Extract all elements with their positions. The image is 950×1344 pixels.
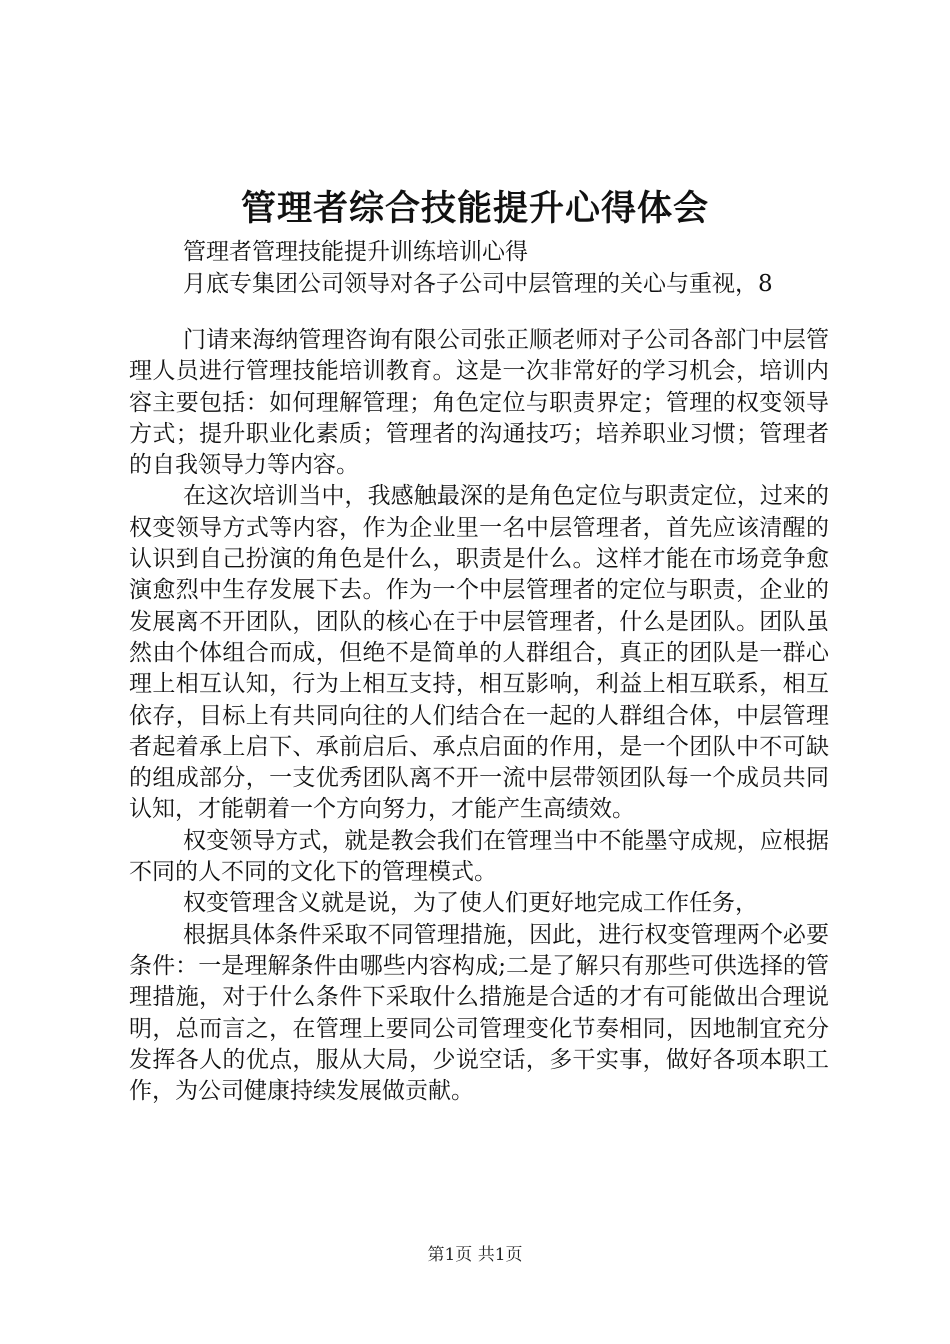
document-body	[129, 325, 829, 1107]
document-subtitle: 管理者管理技能提升训练培训心得	[183, 239, 528, 265]
intro-line: 月底专集团公司领导对各子公司中层管理的关心与重视，8	[183, 271, 773, 297]
page-number-footer: 第1页 共1页	[427, 1245, 523, 1265]
paragraph: 在这次培训当中，我感触最深的是角色定位与职责定位，过来的权变领导方式等内容，作为企业里一名中层管理者，首先应该清醒的认识到自己扮演的角色是什么，职责是什么。这样才能在市场竞争愈演愈烈中生存发展下去。作为一个中层管理者的定位与职责，企业的发展离不开团队，团队的核心在于中层管理者，什么是团队。团队虽然由个体组合而成，但绝不是简单的人群组合，真正的团队是一群心理上相互认知，行为上相互支持，相互影响，利益上相互联系，相互依存，目标上有共同向往的人们结合在一起的人群组合体，中层管理者起着承上启下、承前启后、承点启面的作用，是一个团队中不可缺的组成部分，一支优秀团队离不开一流中层带领团队每一个成员共同认知，才能朝着一个方向努力，才能产生高绩效。	[129, 483, 829, 823]
paragraph: 门请来海纳管理咨询有限公司张正顺老师对子公司各部门中层管理人员进行管理技能培训教育。这是一次非常好的学习机会，培训内容主要包括：如何理解管理；角色定位与职责界定；管理的权变领导方式；提升职业化素质；管理者的沟通技巧；培养职业习惯；管理者的自我领导力等内容。	[129, 327, 829, 479]
paragraph: 权变领导方式，就是教会我们在管理当中不能墨守成规，应根据不同的人不同的文化下的管理模式。	[129, 827, 829, 886]
paragraph: 权变管理含义就是说，为了使人们更好地完成工作任务，	[183, 890, 758, 917]
paragraph: 根据具体条件采取不同管理措施，因此，进行权变管理两个必要条件：一是理解条件由哪些内容构成;二是了解只有那些可供选择的管理措施，对于什么条件下采取什么措施是合适的才有可能做出合理说明，总而言之，在管理上要同公司管理变化节奏相同，因地制宜充分发挥各人的优点，服从大局，少说空话，多干实事，做好各项本职工作，为公司健康持续发展做贡献。	[129, 921, 829, 1105]
document-title: 管理者综合技能提升心得体会	[240, 188, 709, 229]
